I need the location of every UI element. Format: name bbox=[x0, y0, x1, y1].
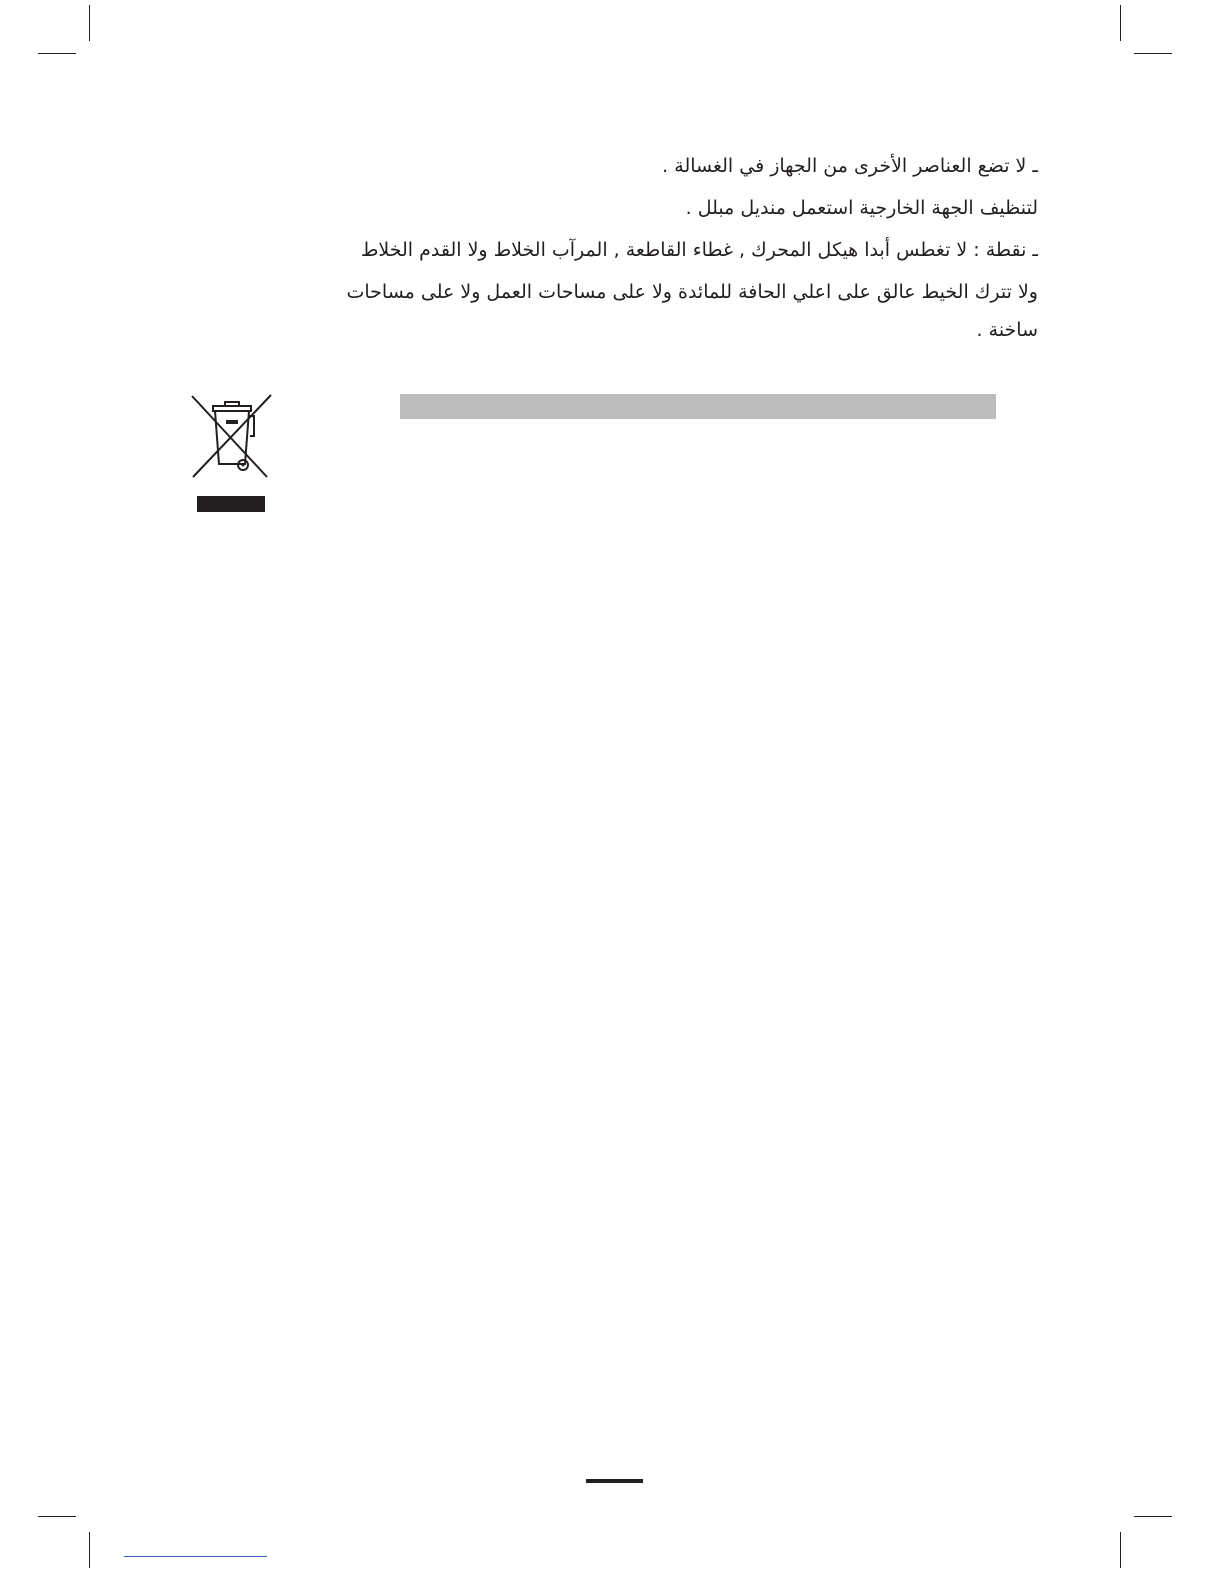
footer-link-rule bbox=[124, 1556, 267, 1557]
page-number-rule bbox=[586, 1479, 643, 1483]
crop-mark-top-left-horizontal bbox=[38, 53, 76, 54]
crop-mark-top-right-vertical bbox=[1120, 5, 1121, 41]
instruction-line-5: ساخنة . bbox=[976, 319, 1038, 341]
crossed-out-wheelie-bin-icon bbox=[188, 392, 274, 518]
instruction-line-2: لتنظيف الجهة الخارجية استعمل منديل مبلل . bbox=[685, 197, 1038, 219]
instructions-text bbox=[340, 154, 1038, 352]
crop-mark-top-left-vertical bbox=[89, 5, 90, 41]
crop-mark-bottom-left-vertical bbox=[89, 1532, 90, 1568]
crop-mark-top-right-horizontal bbox=[1134, 53, 1172, 54]
instruction-line-3: ـ نقطة : لا تغطس أبدا هيكل المحرك , غطاء القاطعة , المرآب الخلاط ولا القدم الخلاط bbox=[360, 239, 1038, 261]
crop-mark-bottom-right-vertical bbox=[1120, 1532, 1121, 1568]
crop-mark-bottom-left-horizontal bbox=[38, 1516, 76, 1517]
crop-mark-bottom-right-horizontal bbox=[1134, 1516, 1172, 1517]
instruction-line-1: ـ لا تضع العناصر الأخرى من الجهاز في الغسالة . bbox=[662, 155, 1038, 177]
section-header-bar bbox=[400, 394, 996, 419]
instruction-line-4: ولا تترك الخيط عالق على اعلي الحافة للمائدة ولا على مساحات العمل ولا على مساحات bbox=[346, 281, 1038, 303]
